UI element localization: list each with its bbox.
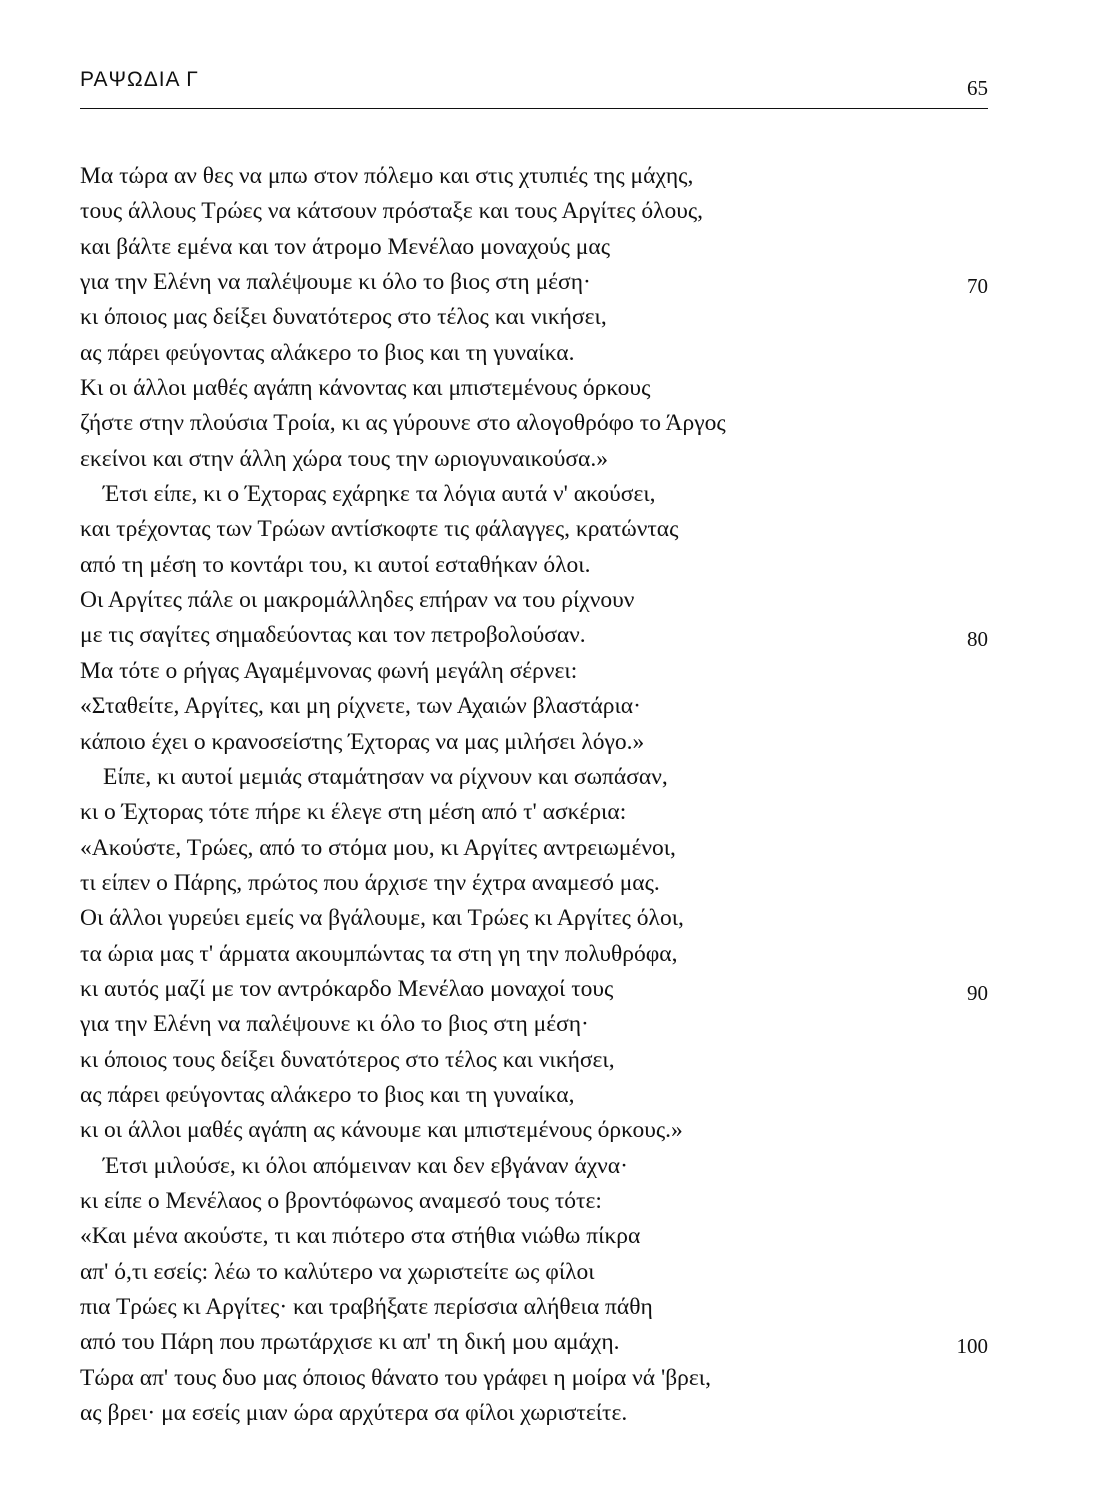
verse-line [80,618,988,653]
verse-text: Έτσι είπε, κι ο Έχτορας εχάρηκε τα λόγια αυτά ν' ακούσει, [103,481,656,508]
verse-line [80,159,988,194]
verse-text: τι είπεν ο Πάρης, πρώτος που άρχισε την έχτρα αναμεσό μας. [80,869,660,896]
verse-line [80,548,988,583]
verse-line [80,512,988,547]
verse-text: κι οι άλλοι μαθές αγάπη ας κάνουμε και μπιστεμένους όρκους.» [80,1117,683,1144]
verse-text: εκείνοι και στην άλλη χώρα τους την ωριογυναικούσα.» [80,445,608,472]
verse-line [80,477,988,512]
verse-line [80,230,988,265]
verse-text: ας πάρει φεύγοντας αλάκερο το βιος και τη γυναίκα. [80,339,575,366]
verse-line [80,1396,988,1431]
verse-text: για την Ελένη να παλέψουμε κι όλο το βιος στη μέση· [80,269,591,296]
verse-line [80,654,988,689]
verse-line [80,194,988,229]
page-header [80,62,988,112]
verse-text: «Σταθείτε, Αργίτες, και μη ρίχνετε, των Αχαιών βλαστάρια· [80,693,641,720]
verse-text: Μα τότε ο ρήγας Αγαμέμνονας φωνή μεγάλη σέρνει: [80,657,578,684]
verse-line [80,1007,988,1042]
line-number: 70 [967,274,988,299]
verse-text: «Ακούστε, Τρώες, από το στόμα μου, κι Αργίτες αντρειωμένοι, [80,834,676,861]
verse-line [80,866,988,901]
line-number: 80 [967,627,988,652]
verse-line [80,1325,988,1360]
verse-text: ας πάρει φεύγοντας αλάκερο το βιος και τη γυναίκα, [80,1081,575,1108]
verse-text: Οι Αργίτες πάλε οι μακρομάλληδες επήραν να του ρίχνουν [80,587,635,614]
verse-text: πια Τρώες κι Αργίτες· και τραβήξατε περίσσια αλήθεια πάθη [80,1294,653,1320]
verse-line [80,1219,988,1254]
verse-text: τους άλλους Τρώες να κάτσουν πρόσταξε και τους Αργίτες όλους, [80,198,704,225]
line-number: 100 [956,1334,988,1359]
verse-text: και τρέχοντας των Τρώων αντίσκοφτε τις φάλαγγες, κρατώντας [80,516,679,543]
verse-text: κι όποιος μας δείξει δυνατότερος στο τέλος και νικήσει, [80,304,607,331]
verse-text: «Και μένα ακούστε, τι και πιότερο στα στήθια νιώθω πίκρα [80,1223,641,1250]
verse-text: κι όποιος τους δείξει δυνατότερος στο τέλος και νικήσει, [80,1046,615,1073]
verse-line [80,1290,988,1325]
verse-line [80,336,988,371]
verse-line [80,831,988,866]
verse-text: Μα τώρα αν θες να μπω στον πόλεμο και στις χτυπιές της μάχης, [80,163,694,189]
verse-text: με τις σαγίτες σημαδεύοντας και τον πετροβολούσαν. [80,622,586,649]
verse-line [80,760,988,795]
verse-text: τα ώρια μας τ' άρματα ακουμπώντας τα στη γη την πολυθρόφα, [80,940,678,967]
verse-line [80,1149,988,1184]
verse-line [80,1361,988,1396]
verse-line [80,371,988,406]
verse-line [80,725,988,760]
verse-line [80,972,988,1007]
verse-line [80,406,988,441]
verse-text: ζήστε στην πλούσια Τροία, κι ας γύρουνε στο αλογοθρόφο το Άργος [80,410,726,437]
verse-line [80,795,988,830]
verse-text: κι ο Έχτορας τότε πήρε κι έλεγε στη μέση από τ' ασκέρια: [80,799,627,826]
verse-text: και βάλτε εμένα και τον άτρομο Μενέλαο μοναχούς μας [80,233,611,260]
verse-text: από τη μέση το κοντάρι του, κι αυτοί εσταθήκαν όλοι. [80,551,591,578]
verse-text: ας βρει· μα εσείς μιαν ώρα αρχύτερα σα φίλοι χωριστείτε. [80,1400,628,1427]
verse-text: για την Ελένη να παλέψουνε κι όλο το βιος στη μέση· [80,1011,589,1038]
verse-text: Τώρα απ' τους δυο μας όποιος θάνατο του γράφει η μοίρα νά 'βρει, [80,1364,711,1391]
verse-text: κι αυτός μαζί με τον αντρόκαρδο Μενέλαο μοναχοί τους [80,975,614,1002]
verse-line [80,1113,988,1148]
verse-text: Έτσι μιλούσε, κι όλοι απόμειναν και δεν εβγάναν άχνα· [103,1152,628,1179]
verse-text: Κι οι άλλοι μαθές αγάπη κάνοντας και μπιστεμένους όρκους [80,375,651,402]
verse-line [80,1255,988,1290]
verse-line [80,937,988,972]
verse-text: από του Πάρη που πρωτάρχισε κι απ' τη δική μου αμάχη. [80,1329,620,1356]
verse-line [80,300,988,335]
header-rule [80,108,988,109]
verse-text: απ' ό,τι εσείς: λέω το καλύτερο να χωριστείτε ως φίλοι [80,1258,595,1285]
verse-line [80,583,988,618]
verse-text: κι είπε ο Μενέλαος ο βροντόφωνος αναμεσό τους τότε: [80,1187,602,1214]
verse-line [80,901,988,936]
verse-line [80,1078,988,1113]
verse-text: Οι άλλοι γυρεύει εμείς να βγάλουμε, και Τρώες κι Αργίτες όλοι, [80,905,684,932]
verse-text: κάποιο έχει ο κρανοσείστης Έχτορας να μας μιλήσει λόγο.» [80,728,645,755]
verse-line [80,1184,988,1219]
running-head: ΡΑΨΩΔΙΑ Γ [80,68,199,91]
verse-line [80,1043,988,1078]
verse-line [80,689,988,724]
poem-text [80,159,988,1431]
verse-text: Είπε, κι αυτοί μεμιάς σταμάτησαν να ρίχνουν και σωπάσαν, [103,763,668,790]
verse-line [80,265,988,300]
line-number: 90 [967,980,988,1005]
verse-line [80,442,988,477]
page-number: 65 [967,76,988,100]
